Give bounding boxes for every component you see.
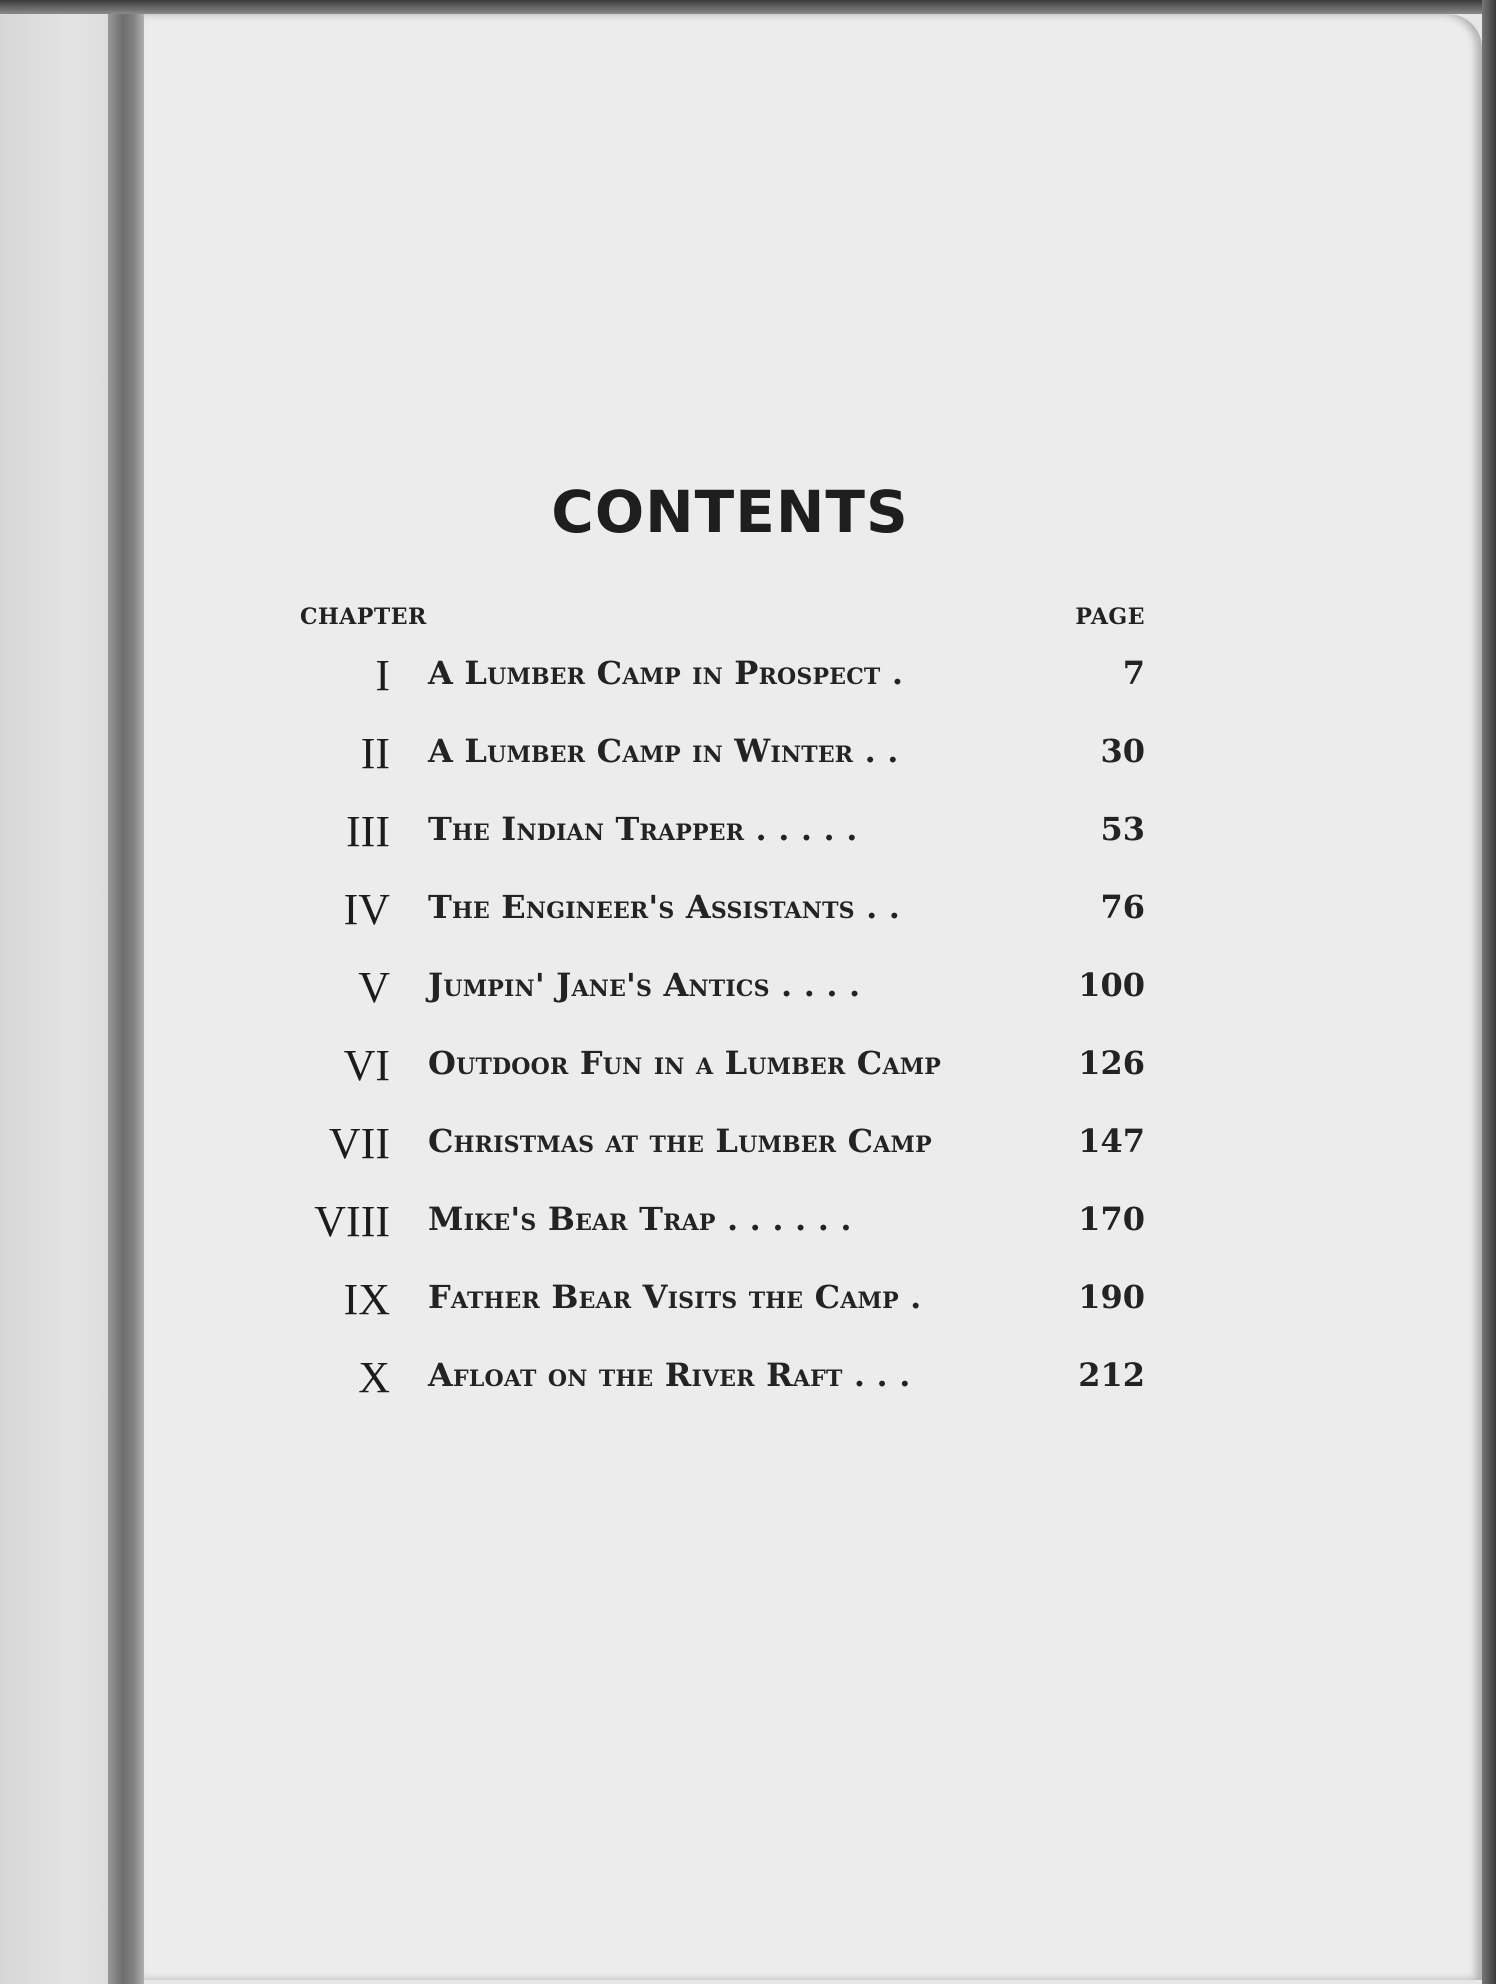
page-number: 126	[1078, 1044, 1145, 1082]
chapter-number: IV	[343, 885, 390, 934]
toc-entry	[0, 1264, 1496, 1342]
chapter-title: A Lumber Camp in Prospect .	[428, 654, 904, 692]
chapter-number: V	[358, 963, 390, 1012]
toc-entry	[0, 718, 1496, 796]
toc-entry	[0, 952, 1496, 1030]
page-column-header: PAGE	[1075, 604, 1145, 630]
toc-entry	[0, 640, 1496, 718]
chapter-number: IX	[343, 1275, 390, 1324]
chapter-title: Christmas at the Lumber Camp	[428, 1122, 932, 1160]
chapter-number: I	[375, 651, 390, 700]
top-edge	[0, 0, 1496, 14]
chapter-number: VI	[343, 1041, 390, 1090]
chapter-title: Father Bear Visits the Camp .	[428, 1278, 922, 1316]
chapter-title: Mike's Bear Trap . . . . . .	[428, 1200, 852, 1238]
chapter-number: VII	[328, 1119, 390, 1168]
chapter-title: Outdoor Fun in a Lumber Camp	[428, 1044, 942, 1082]
page-title: CONTENTS	[551, 478, 909, 546]
toc-entry	[0, 1186, 1496, 1264]
contents-list	[0, 640, 1496, 1420]
page-number: 170	[1078, 1200, 1145, 1238]
chapter-title: The Indian Trapper . . . . .	[428, 810, 858, 848]
chapter-number: III	[346, 807, 390, 856]
page-number: 147	[1078, 1122, 1145, 1160]
page-number: 76	[1100, 888, 1145, 926]
chapter-number: II	[360, 729, 390, 778]
toc-entry	[0, 874, 1496, 952]
toc-entry	[0, 796, 1496, 874]
chapter-title: Afloat on the River Raft . . .	[428, 1356, 911, 1394]
chapter-number: VIII	[314, 1197, 390, 1246]
chapter-title: Jumpin' Jane's Antics . . . .	[428, 966, 861, 1004]
chapter-number: X	[358, 1353, 390, 1402]
page-number: 212	[1078, 1356, 1145, 1394]
page-number: 7	[1122, 654, 1145, 692]
page-number: 190	[1078, 1278, 1145, 1316]
toc-entry	[0, 1030, 1496, 1108]
page-number: 30	[1100, 732, 1145, 770]
page-number: 100	[1078, 966, 1145, 1004]
chapter-title: The Engineer's Assistants . .	[428, 888, 901, 926]
chapter-title: A Lumber Camp in Winter . .	[428, 732, 899, 770]
chapter-column-header: CHAPTER	[300, 604, 427, 630]
page-number: 53	[1100, 810, 1145, 848]
toc-entry	[0, 1342, 1496, 1420]
toc-entry	[0, 1108, 1496, 1186]
